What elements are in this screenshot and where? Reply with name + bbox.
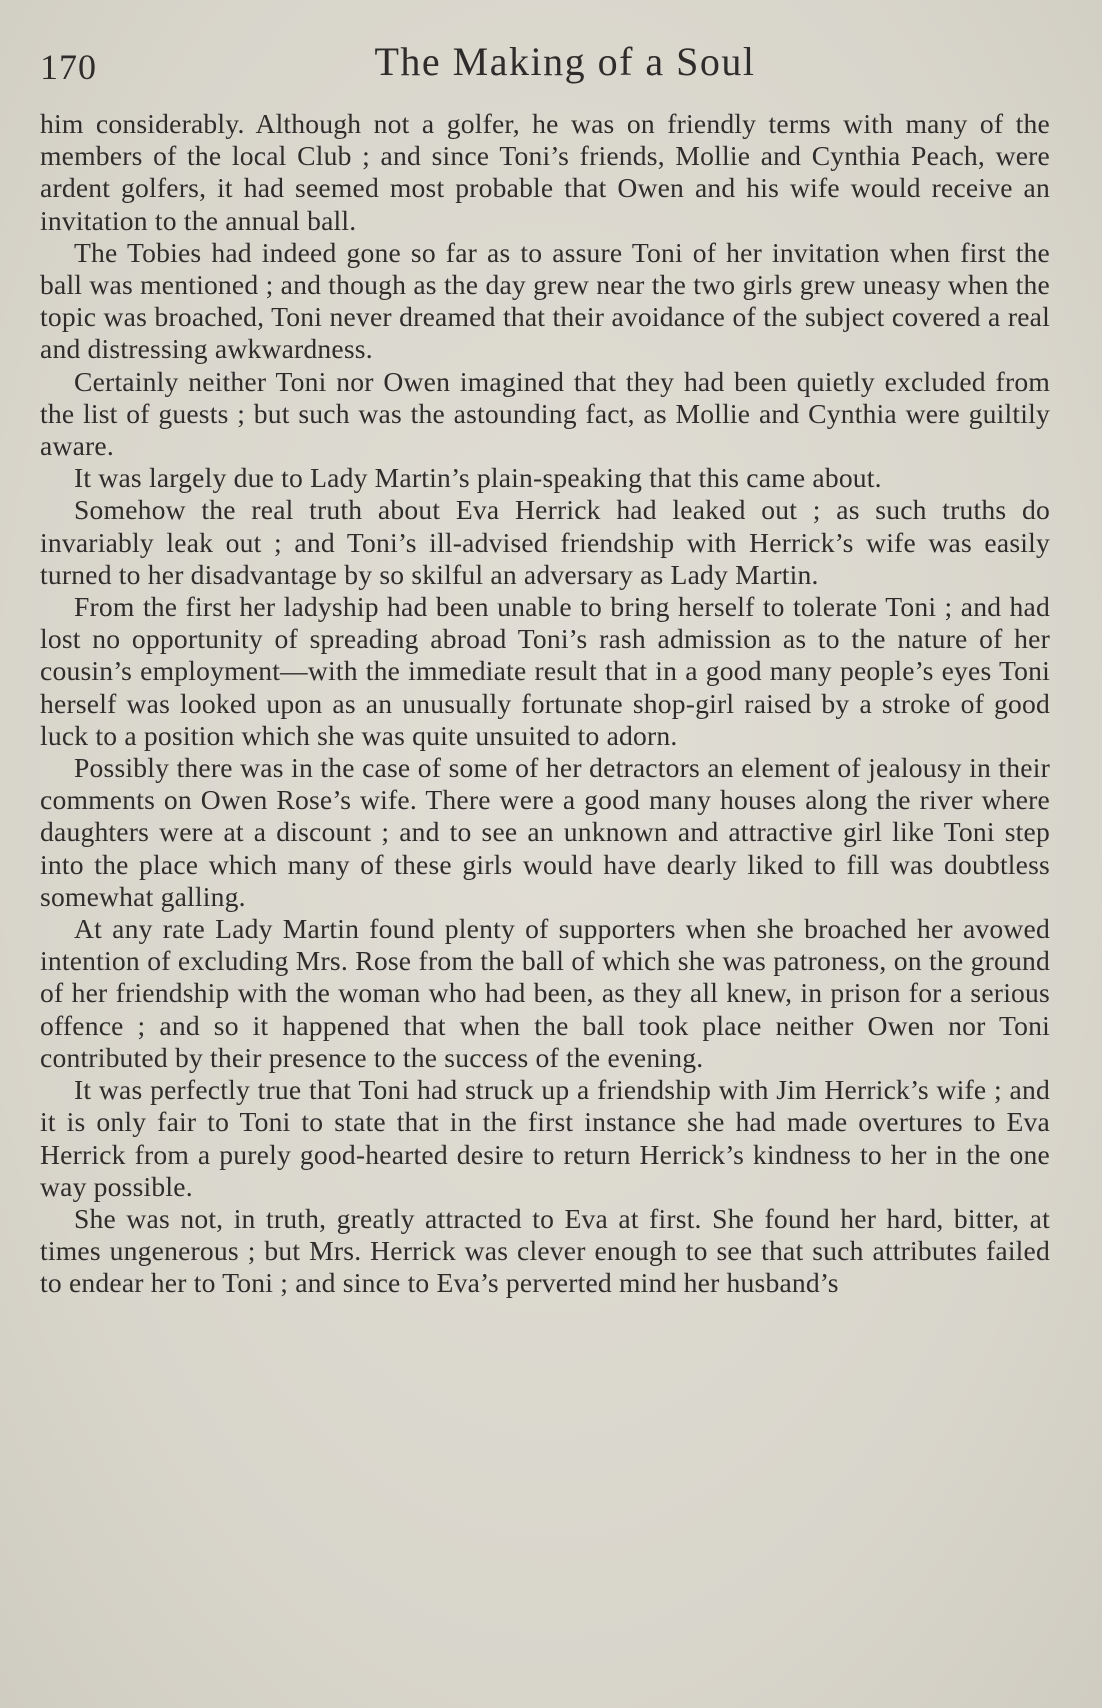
paragraph: From the first her ladyship had been unable to bring herself to tolerate Toni ; and had lost no opportunity of spreading abroad Toni’s rash admission as to the nature of her cousin’s employment—with the immediate result that in a good many people’s eyes Toni herself was looked upon as an unusually fortunate shop-girl raised by a stroke of good luck to a position which she was quite unsuited to adorn. bbox=[40, 591, 1050, 751]
paragraph: It was perfectly true that Toni had struck up a friendship with Jim Herrick’s wife ; and it is only fair to Toni to state that in the first instance she had made overtures to Eva Herrick from a purely good-hearted desire to return Herrick’s kindness to her in the one way possible. bbox=[40, 1074, 1050, 1202]
paragraph: It was largely due to Lady Martin’s plain-speaking that this came about. bbox=[74, 462, 882, 494]
paragraph: Somehow the real truth about Eva Herrick had leaked out ; as such truths do invariably leak out ; and Toni’s ill-advised friendship with Herrick’s wife was easily turned to her disadvantage by so skilful an adversary as Lady Martin. bbox=[40, 494, 1050, 590]
page-number: 170 bbox=[40, 47, 97, 87]
running-head bbox=[40, 38, 1050, 96]
paragraph: Possibly there was in the case of some of her detractors an element of jealousy in their comments on Owen Rose’s wife. There were a good many houses along the river where daughters were at a discount ; and to see an unknown and attractive girl like Toni step into the place which many of these girls would have dearly liked to fill was doubtless somewhat galling. bbox=[40, 752, 1050, 912]
paragraph: The Tobies had indeed gone so far as to assure Toni of her invitation when first the ball was mentioned ; and though as the day grew near the two girls grew uneasy when the topic was broached, Toni never dreamed that their avoidance of the subject covered a real and distressing awkwardness. bbox=[40, 236, 1050, 365]
paragraph: him considerably. Although not a golfer, he was on friendly terms with many of the members of the local Club ; and since Toni’s friends, Mollie and Cynthia Peach, were ardent golfers, it had seemed most probable that Owen and his wife would receive an invitation to the annual ball. bbox=[40, 108, 1050, 236]
paragraph: She was not, in truth, greatly attracted to Eva at first. She found her hard, bitter, at times ungenerous ; but Mrs. Herrick was clever enough to see that such attributes failed to endear her to Toni ; and since to Eva’s perverted mind her husband’s bbox=[40, 1202, 1050, 1299]
paragraph: Certainly neither Toni nor Owen imagined that they had been quietly excluded from the list of guests ; but such was the astounding fact, as Mollie and Cynthia were guiltily aware. bbox=[40, 365, 1050, 462]
body-text bbox=[40, 108, 1050, 1300]
running-title: The Making of a Soul bbox=[374, 39, 756, 84]
paragraph: At any rate Lady Martin found plenty of supporters when she broached her avowed intention of excluding Mrs. Rose from the ball of which she was patroness, on the ground of her friendship with the woman who had been, as they all knew, in prison for a serious offence ; and so it happened that when the ball took place neither Owen nor Toni contributed by their presence to the success of the evening. bbox=[40, 913, 1050, 1073]
